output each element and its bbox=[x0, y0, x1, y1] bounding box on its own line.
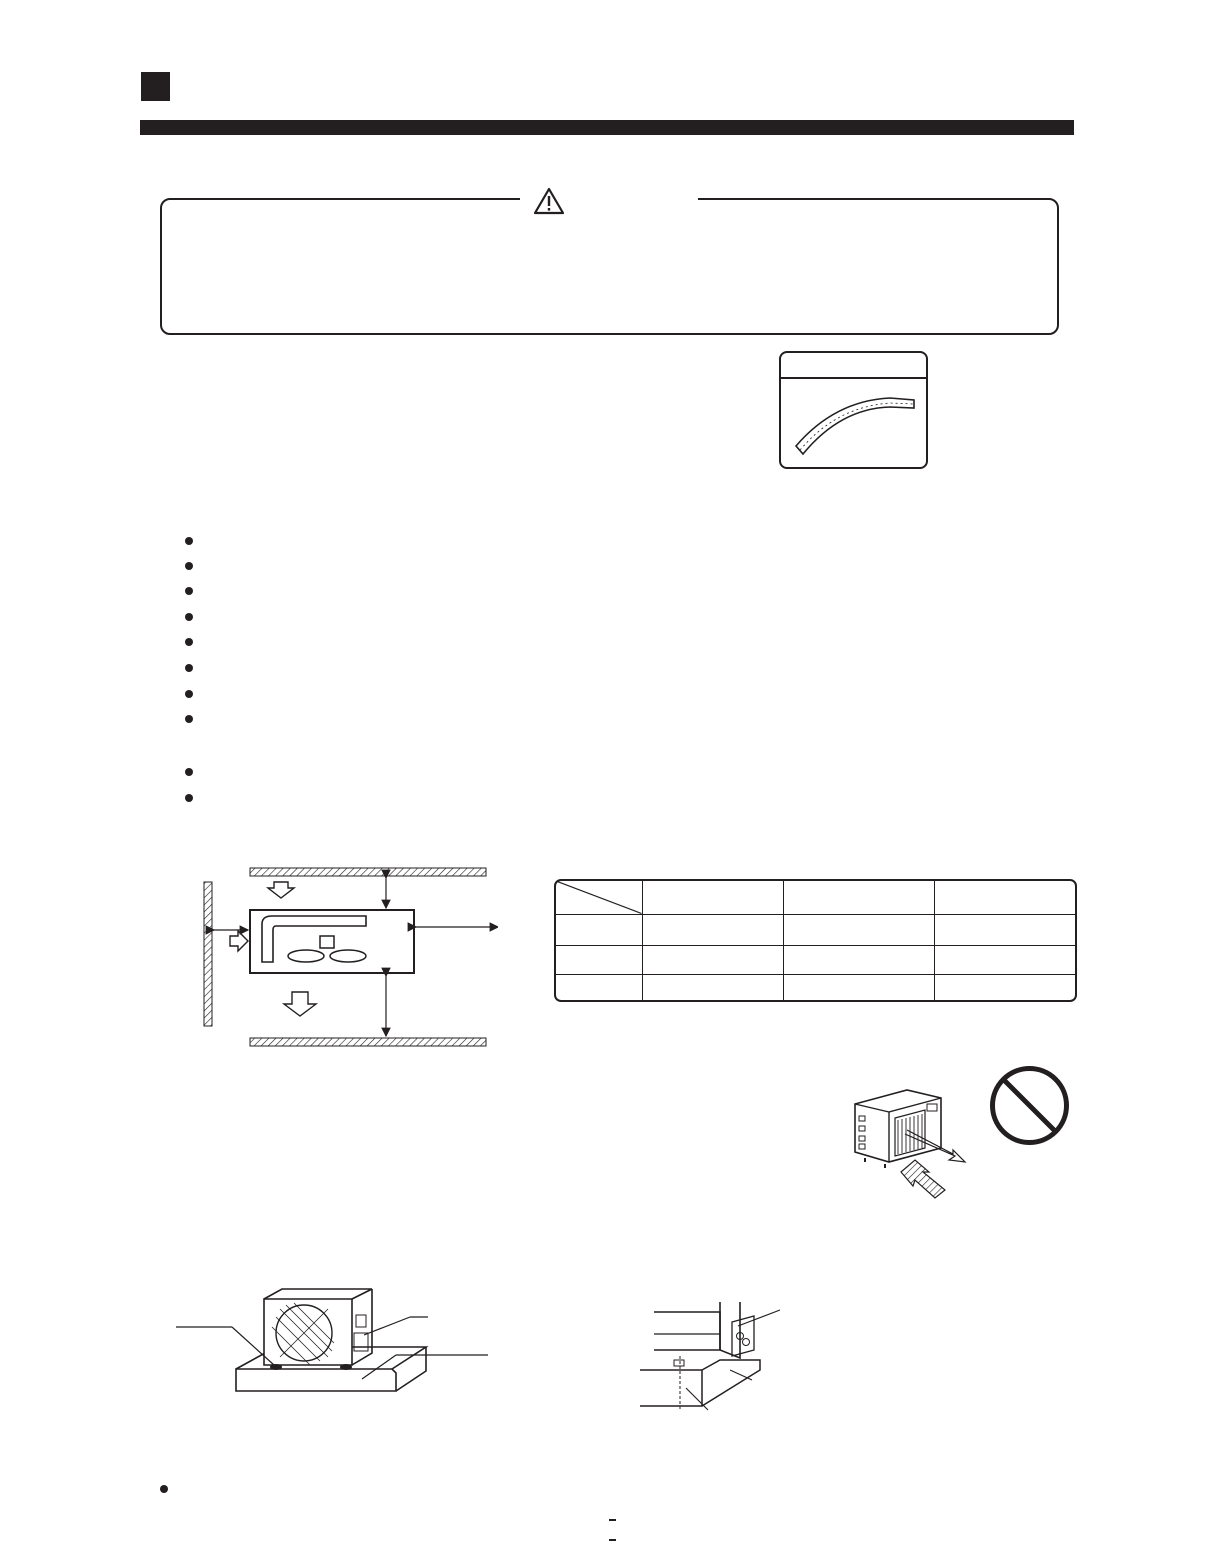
requirement-bullet bbox=[185, 587, 193, 595]
page-number bbox=[586, 1510, 638, 1530]
table-corner-cell bbox=[556, 881, 642, 914]
table-cell bbox=[783, 945, 934, 974]
table-header-cell bbox=[783, 881, 934, 914]
clearance-table bbox=[554, 879, 1077, 1002]
table-cell bbox=[934, 914, 1075, 945]
requirement-bullet bbox=[185, 638, 193, 646]
accessory-header-rule bbox=[779, 377, 928, 379]
outdoor-unit-anchor-detail-illustration bbox=[640, 1298, 800, 1414]
outdoor-unit-on-base-illustration bbox=[176, 1285, 488, 1410]
table-cell bbox=[934, 974, 1075, 1000]
requirement-bullet bbox=[185, 562, 193, 570]
requirement-bullet bbox=[185, 794, 193, 802]
header-rule bbox=[140, 120, 1074, 135]
table-cell bbox=[556, 914, 642, 945]
table-cell bbox=[556, 945, 642, 974]
table-cell bbox=[783, 974, 934, 1000]
warning-triangle-icon bbox=[533, 187, 565, 215]
requirement-bullet bbox=[185, 537, 193, 545]
table-cell bbox=[642, 945, 783, 974]
table-cell bbox=[642, 974, 783, 1000]
page-number-dash bbox=[609, 1519, 616, 1521]
table-cell bbox=[556, 974, 642, 1000]
requirement-bullet bbox=[185, 768, 193, 776]
prohibited-icon bbox=[988, 1064, 1071, 1147]
table-header-cell bbox=[642, 881, 783, 914]
table-cell bbox=[934, 945, 1075, 974]
table-cell bbox=[642, 914, 783, 945]
clearance-diagram bbox=[188, 864, 498, 1050]
table-cell bbox=[783, 914, 934, 945]
caution-box bbox=[160, 198, 1059, 335]
footer-note-bullet bbox=[160, 1485, 168, 1493]
section-marker bbox=[141, 72, 170, 101]
outdoor-unit-airflow-icon bbox=[845, 1086, 975, 1201]
drain-hose-icon bbox=[790, 388, 920, 463]
requirement-bullet bbox=[185, 613, 193, 621]
requirement-bullet bbox=[185, 690, 193, 698]
page-number-dash bbox=[609, 1539, 616, 1541]
requirement-bullet bbox=[185, 715, 193, 723]
requirement-bullet bbox=[185, 664, 193, 672]
table-header-cell bbox=[934, 881, 1075, 914]
